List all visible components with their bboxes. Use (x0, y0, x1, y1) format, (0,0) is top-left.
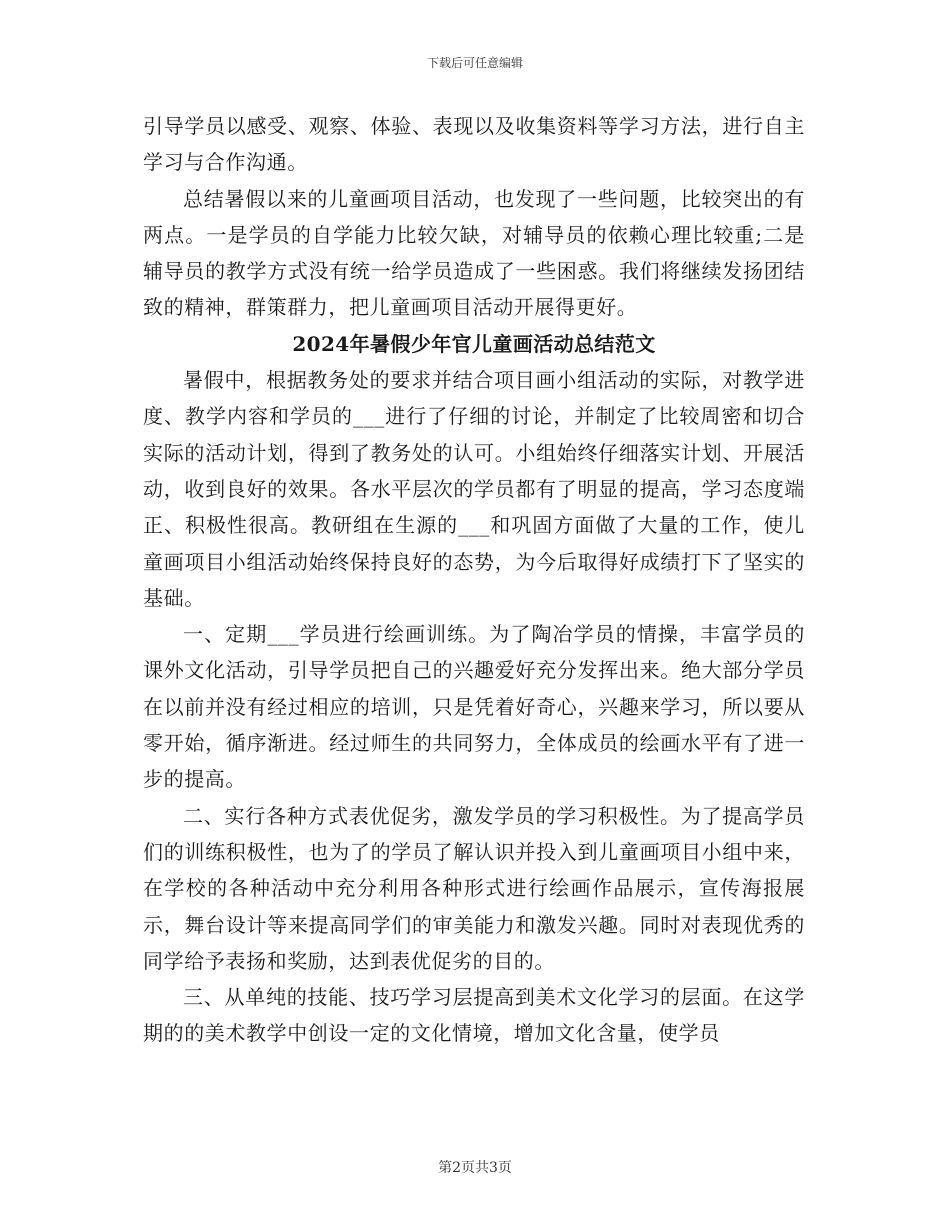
paragraph-5: 二、实行各种方式表优促劣，激发学员的学习积极性。为了提高学员们的训练积极性，也为了的学员了解认识并投入到儿童画项目小组中来，在学校的各种活动中充分利用各种形式进行绘画作品展示，宣传海报展示，舞台设计等来提高同学们的审美能力和激发兴趣。同时对表现优秀的同学给予表扬和奖励，达到表优促劣的目的。 (143, 803, 805, 973)
paragraph-2: 总结暑假以来的儿童画项目活动，也发现了一些问题，比较突出的有两点。一是学员的自学能力比较欠缺，对辅导员的依赖心理比较重;二是辅导员的教学方式没有统一给学员造成了一些困惑。我们将继续发扬团结致的精神，群策群力，把儿童画项目活动开展得更好。 (143, 186, 805, 320)
document-body (143, 108, 805, 1052)
paragraph-4: 一、定期___学员进行绘画训练。为了陶冶学员的情操，丰富学员的课外文化活动，引导学员把自己的兴趣爱好充分发挥出来。绝大部分学员在以前并没有经过相应的培训，只是凭着好奇心，兴趣来学习，所以要从零开始，循序渐进。经过师生的共同努力，全体成员的绘画水平有了进一步的提高。 (143, 622, 805, 792)
document-title: 2024年暑假少年官儿童画活动总结范文 (292, 331, 656, 356)
paragraph-1: 引导学员以感受、观察、体验、表现以及收集资料等学习方法，进行自主学习与合作沟通。 (143, 114, 805, 175)
paragraph-6: 三、从单纯的技能、技巧学习层提高到美术文化学习的层面。在这学期的的美术教学中创设一定的文化情境，增加文化含量，使学员 (143, 985, 805, 1046)
page-number: 第2页共3页 (438, 1160, 512, 1176)
page-header-note: 下载后可任意编辑 (426, 56, 523, 70)
paragraph-3: 暑假中，根据教务处的要求并结合项目画小组活动的实际，对教学进度、教学内容和学员的___进行了仔细的讨论，并制定了比较周密和切合实际的活动计划，得到了教务处的认可。小组始终仔细落实计划、开展活动，收到良好的效果。各水平层次的学员都有了明显的提高，学习态度端正、积极性很高。教研组在生源的___和巩固方面做了大量的工作，使儿童画项目小组活动始终保持良好的态势，为今后取得好成绩打下了坚实的基础。 (143, 368, 805, 610)
